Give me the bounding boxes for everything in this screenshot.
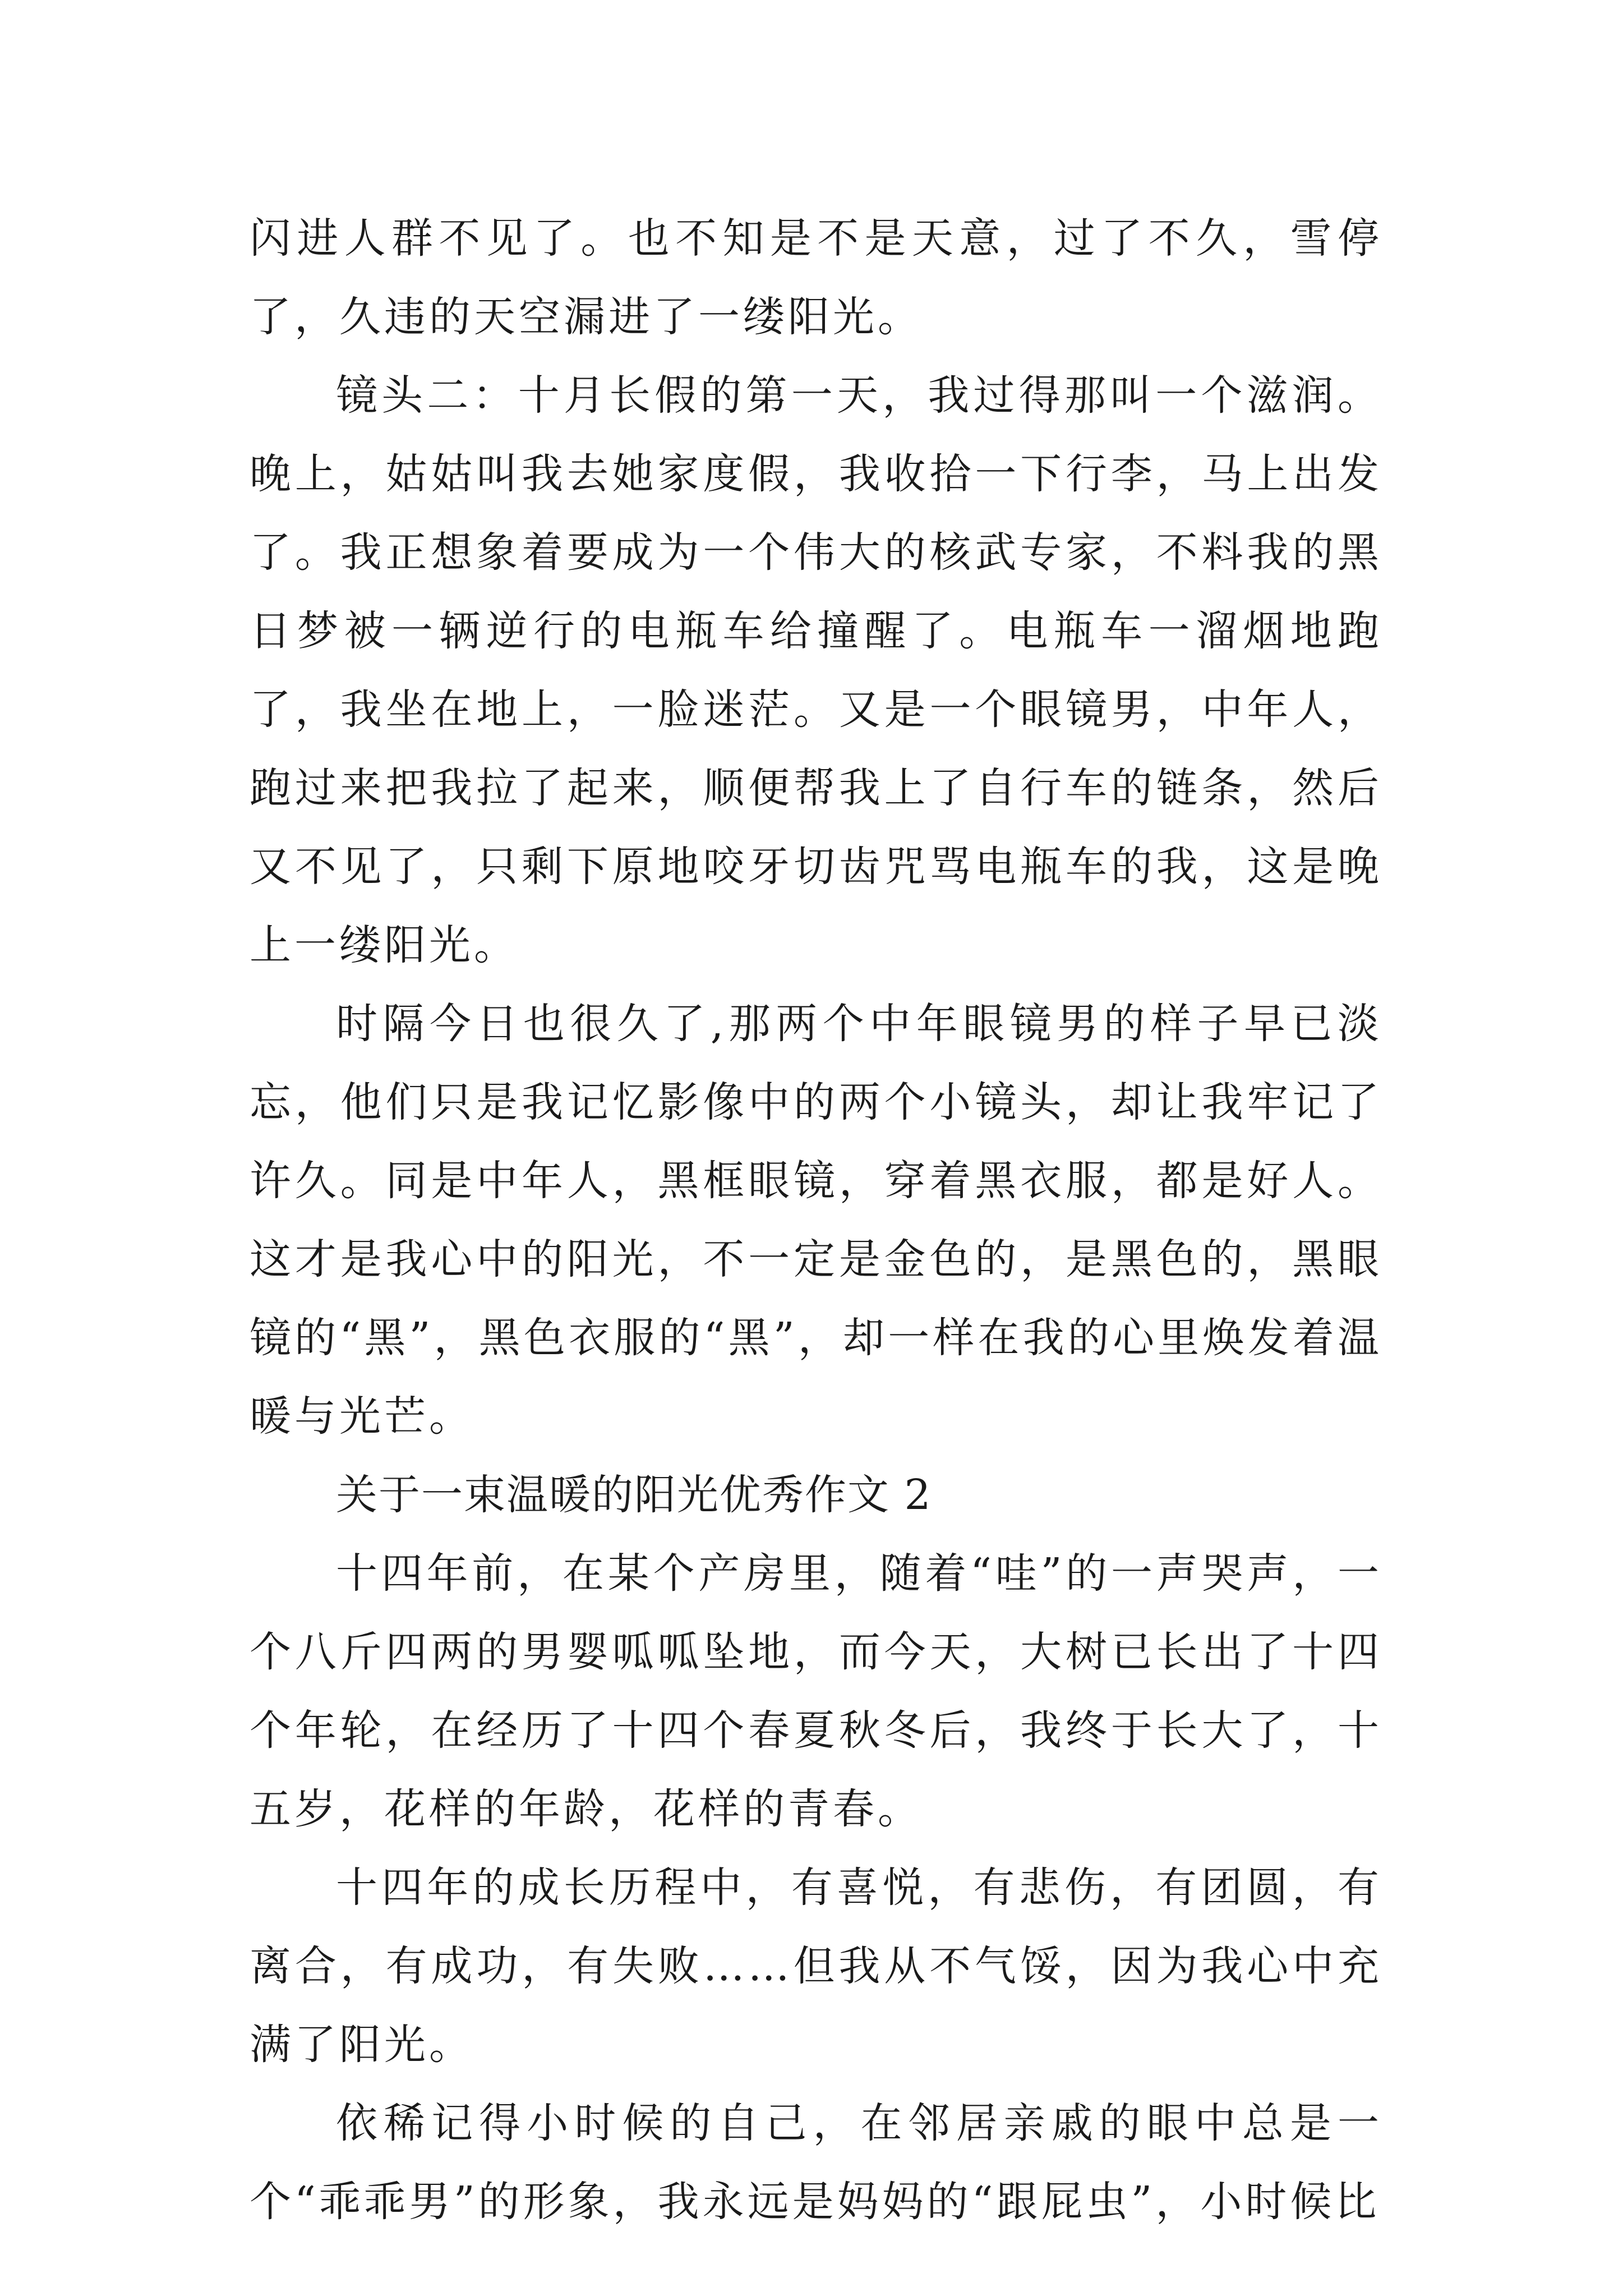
- paragraph: 依稀记得小时候的自己，在邻居亲戚的眼中总是一个“乖乖男”的形象，我永远是妈妈的“跟屁虫”，小时候比: [250, 2099, 1382, 2226]
- paragraph: 时隔今日也很久了,那两个中年眼镜男的样子早已淡忘，他们只是我记忆影像中的两个小镜头，却让我牢记了许久。同是中年人，黑框眼镜，穿着黑衣服，都是好人。这才是我心中的阳光，不一定是金色的，是黑色的，黑眼镜的“黑”，黑色衣服的“黑”，却一样在我的心里焕发着温暖与光芒。: [250, 1000, 1382, 1441]
- paragraph: 镜头二：十月长假的第一天，我过得那叫一个滋润。晚上，姑姑叫我去她家度假，我收拾一下行李，马上出发了。我正想象着要成为一个伟大的核武专家，不料我的黑日梦被一辆逆行的电瓶车给撞醒了。电瓶车一溜烟地跑了，我坐在地上，一脸迷茫。又是一个眼镜男，中年人，跑过来把我拉了起来，顺便帮我上了自行车的链条，然后又不见了，只剩下原地咬牙切齿咒骂电瓶车的我，这是晚上一缕阳光。: [250, 371, 1382, 969]
- paragraph: 闪进人群不见了。也不知是不是天意，过了不久，雪停了，久违的天空漏进了一缕阳光。: [250, 214, 1382, 341]
- document-body: [250, 199, 1382, 2241]
- paragraph: 十四年前，在某个产房里，随着“哇”的一声哭声，一个八斤四两的男婴呱呱坠地，而今天，大树已长出了十四个年轮，在经历了十四个春夏秋冬后，我终于长大了，十五岁，花样的年龄，花样的青春。: [250, 1549, 1382, 1833]
- paragraph: 十四年的成长历程中，有喜悦，有悲伤，有团圆，有离合，有成功，有失败……但我从不气馁，因为我心中充满了阳光。: [250, 1864, 1382, 2069]
- section-heading: 关于一束温暖的阳光优秀作文 2: [336, 1471, 932, 1519]
